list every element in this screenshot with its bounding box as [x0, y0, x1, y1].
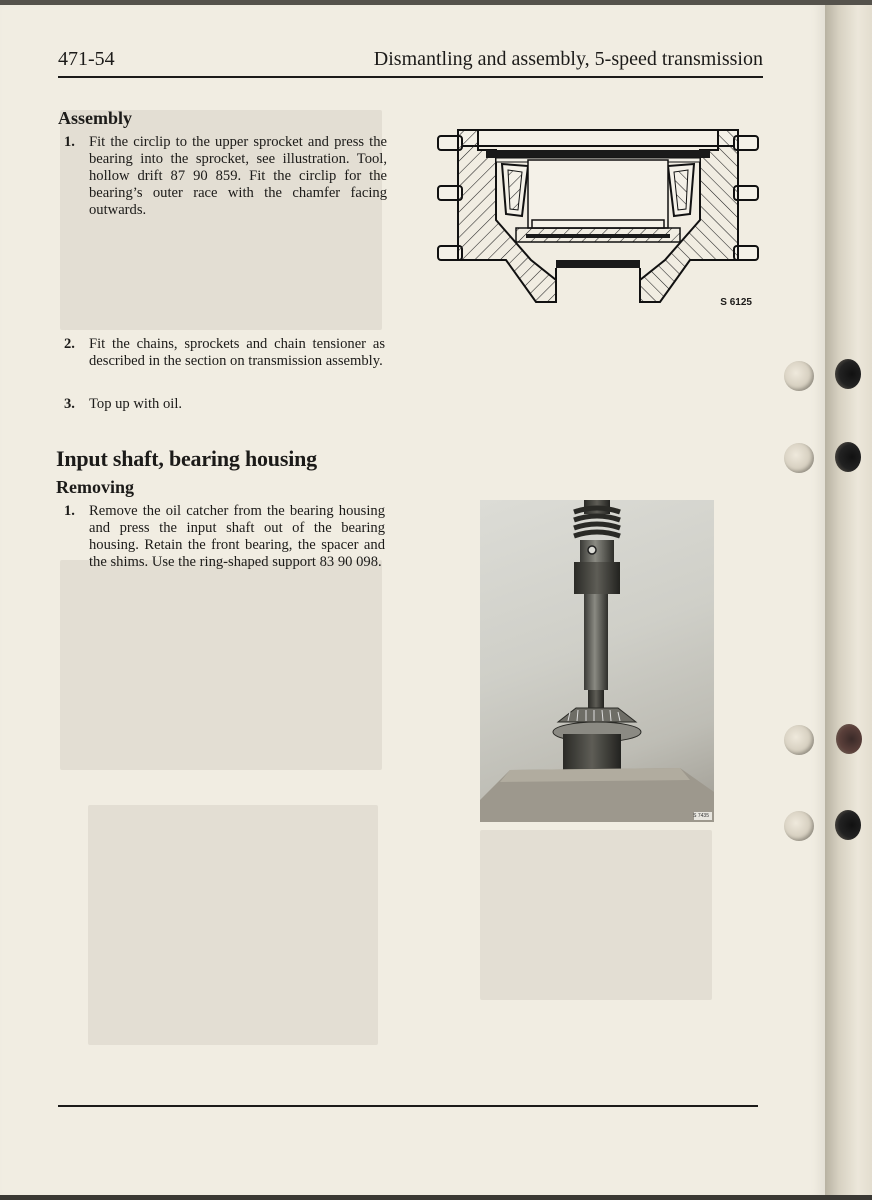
binder-hole-shadow	[835, 359, 861, 389]
step-text: Fit the circlip to the upper sprocket and press the bearing into the sprocket, see illustration. Tool, hollow drift 87 90 859. Fit the circlip for the bearing’s outer race with the chamfer facing outwards.	[89, 134, 387, 218]
bleed-through-left-lower	[60, 560, 382, 770]
press-photo	[480, 500, 714, 822]
page-number: 471-54	[58, 48, 115, 70]
step-text: Top up with oil.	[89, 396, 183, 412]
assembly-step-1	[64, 134, 387, 218]
photo-label: S 7435	[693, 813, 709, 819]
scan-top-edge	[0, 0, 872, 5]
bleed-through-right	[480, 830, 712, 1000]
binder-hole	[784, 725, 814, 755]
step-number: 1.	[64, 134, 75, 150]
binder-hole-shadow	[835, 810, 861, 840]
binder-hole	[784, 811, 814, 841]
input-shaft-heading: Input shaft, bearing housing	[56, 446, 317, 471]
binder-edge	[825, 0, 872, 1200]
footer-rule	[58, 1105, 758, 1107]
bearing-section-diagram	[436, 120, 760, 312]
diagram-label: S 6125	[720, 297, 752, 308]
step-number: 2.	[64, 336, 75, 352]
assembly-step-2	[64, 336, 385, 390]
removing-step-1	[64, 503, 385, 573]
removing-heading: Removing	[56, 477, 134, 497]
section-drawing	[436, 120, 760, 312]
assembly-step-3	[64, 396, 385, 416]
binder-hole	[784, 443, 814, 473]
page-header	[58, 48, 763, 78]
step-number: 1.	[64, 503, 75, 519]
press-photo-drawing	[480, 500, 714, 822]
assembly-heading: Assembly	[58, 108, 133, 128]
scan-bottom-edge	[0, 1195, 872, 1200]
binder-hole-shadow	[835, 442, 861, 472]
step-number: 3.	[64, 396, 75, 412]
bleed-through-bottom	[88, 805, 378, 1045]
binder-hole	[784, 361, 814, 391]
page-title: Dismantling and assembly, 5-speed transmission	[373, 48, 763, 70]
step-text: Remove the oil catcher from the bearing housing and press the input shaft out of the bearing housing. Retain the front bearing, the spacer and the shims. Use the ring-shaped support 83 90 098.	[89, 503, 385, 570]
step-text: Fit the chains, sprockets and chain tensioner as described in the section on transmission assembly.	[89, 336, 385, 369]
binder-hole-shadow	[836, 724, 862, 754]
